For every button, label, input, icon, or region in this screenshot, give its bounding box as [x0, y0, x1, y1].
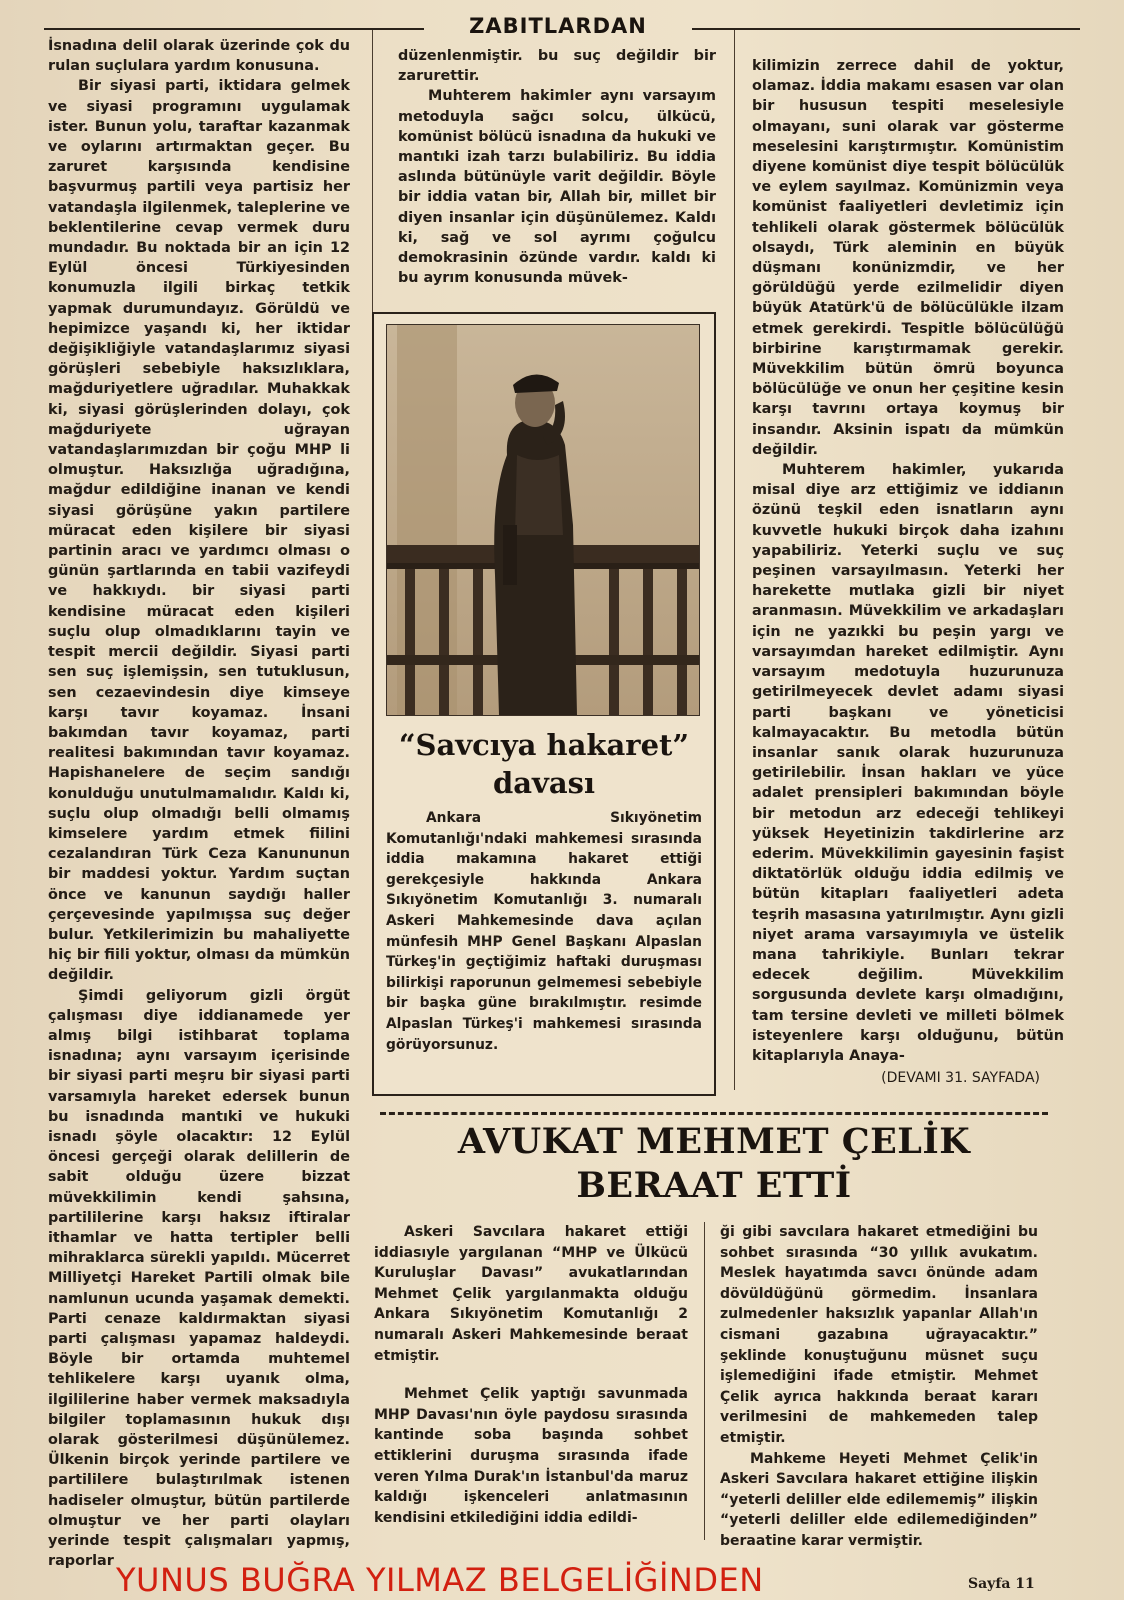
article-paragraph: Bir siyasi parti, iktidara gelmek ve siyasi programını uygulamak ister. Bunun yolu, taraftar kazanmak ve oylarını artırmaktan geçer. Bu zaruret karşısında kendisine başvurmuş partili veya partisiz her vatandaşla ilgilenmek, taleplerine ve beklentilerine cevap vermek duru mundadır. Bu noktada bir an için 12 Eylül öncesi Türkiyesinden konumuzla ilgili birkaç tetkik yapmak durumundayız. Görüldü ve hepimizce yaşandı ki, her iktidar değişikliğiyle vatandaşlarımız siyasi görüşleri sebebiyle haksızlıklara, mağduriyetlere uğradılar. Muhakkak ki, siyasi görüşlerinden dolayı, çok mağduriyete uğrayan vatandaşlarımızdan bir çoğu MHP li olmuştur. Haksızlığa uğradığına, mağdur edildiğine inanan ve kendi siyasi görüşüne yakın partilere müracat eden kişilere bir siyasi partinin aracı ve yardımcı olması o günün şartlarında en tabii vazifeydi ve hakkıydı. bir siyasi parti kendisine müracat eden kişileri suçlu olup olmadıklarını tayin ve tespit mercii değildir. Siyasi parti sen suç işlemişsin, sen tutuklusun, sen cezaevindesin diye kimseye karşı tavır koyamaz. İnsani bakımdan tavır koyamaz, parti realitesi bakımından tavır koyamaz. Hapishanelere de seçim sandığı konulduğu unutulmamalıdır. Kaldı ki, suçlu olup olmadığı belli olmamış kimselere yardım etmek fiilini cezalandıran Türk Ceza Kanununun bir maddesi yoktur. Yardım suçtan önce ve kanunun saydığı haller çerçevesinde yapılmışsa suç değer bulur. Yetkilerimizin bu mahaliyette hiç bir fiili yoktur, olması da mümkün değildir. — [48, 78, 350, 984]
photo-box — [372, 312, 716, 1096]
article-column-3 — [752, 56, 1064, 1066]
headline-line-2: BERAAT ETTİ — [576, 1165, 852, 1206]
article-paragraph: kilimizin zerrece dahil de yoktur, olamaz. İddia makamı esasen var olan bir hususun tespiti meselesiyle olmayanı, suni olarak var gösterme meselesini karıştırmıştır. Komünistim diyene komünist diye tespit bölücülük ve eylem sayılmaz. Komünizmin veya komünist faaliyetleri devletimiz için tehlikeli olarak göstermek bölücülük olsaydı, Türk aleminin en büyük düşmanı konünizmdir, ve her görüldüğü yerde ezilmelidir diyen büyük Atatürk'ü de bölücülükle ilzam etmek gerekirdi. Tespitle bölücülüğü birbirine karıştırmamak gerekir. Müvekkilim bütün ömrü boyunca bölücülüğe ve onun her çeşitine kesin karşı tavrını ortaya koymuş bir insandır. Aksinin ispatı da mümkün değildir. — [752, 58, 1064, 458]
news-paragraph: Mehmet Çelik yaptığı savunmada MHP Davası'nın öyle paydosu sırasında kantinde soba başında sohbet ettiklerini duruşma sırasında ifade veren Yılma Durak'ın İstanbul'da maruz kaldığı işkenceleri anlatmasının kendisini etkilediğini iddia edildi- — [374, 1386, 688, 1526]
article-column-1 — [48, 36, 350, 1571]
header-rule-left — [44, 28, 424, 30]
page-number: Sayfa 11 — [968, 1576, 1035, 1592]
article-paragraph: düzenlenmiştir. bu suç değildir bir zarurettir. — [398, 48, 716, 85]
article-paragraph: Şimdi geliyorum gizli örgüt çalışması diye iddianamede yer almış bilgi istihbarat toplama isnadına; aynı varsayım içerisinde bir siyasi parti meşru bir siyasi parti varsamıyla hareket edersek bunun bu isnadında mantıki ve hukuki isnadı şöyle olacaktır: 12 Eylül öncesi gerçeği olarak delillerin de sabit olduğu üzere bizzat müvekkilimin kendi şahsına, partililerine karşı haksız iftiralar ithamlar ve hatta tertipler belli mihraklarca sürekli yapıldı. Mücerret Milliyetçi Hareket Partili olmak bile namlunun ucunda yaşamak demekti. Parti cenaze kaldırmaktan siyasi parti çalışması yapamaz haldeydi. Böyle bir ortamda muhtemel tehlikelere karşı uyanık olma, ilgililerine haber vermek maksadıyla bilgiler toplamasının hukuk dışı olarak gösterilmesi düşünülemez. Ülkenin birçok yerinde partilere ve partililere bulaştırılmak istenen hadiseler olmuştur, bütün partilerde olmuştur ve her parti olayları yerinde tespit çalışmaları yapmış, raporlar — [48, 987, 350, 1570]
news-column-2 — [720, 1222, 1038, 1552]
news-column-1 — [374, 1222, 688, 1528]
article-column-2 — [398, 46, 716, 288]
headline — [380, 1120, 1048, 1208]
photo-box-title-line-1: “Savcıya hakaret” — [398, 728, 690, 762]
courtroom-photo — [386, 324, 700, 716]
column-divider-right — [734, 30, 735, 1090]
article-paragraph: Muhterem hakimler, yukarıda misal diye arz ettiğimiz ve iddianın özünü teşkil eden isnatların aynı kuvvetle hukuki birçok daha izahını yapabiliriz. Yeterki suçlu ve suç peşinen varsayılmasın. Yeterki her harekette mutlaka gizli bir niyet aranmasın. Müvekkilim ve arkadaşları için ne yazıkki bu peşin yargı ve varsayımdan hareket edilmiştir. Aynı varsayım medotuyla huzurunuza getirilmeyecek devlet adamı siyasi parti başkanı ve yöneticisi kalmayacaktır. Bu metodla bütün insanlar sanık olarak huzurunuza getirilebilir. İnsan hakları ve yüce adalet prensipleri bakımından böyle bir metodun arz edeceği tehlikeyi yüksek Heyetinizin takdirlerine arz ederim. Müvekkilimin gayesinin faşist diktatörlük olduğu iddia edilmiş ve bütün kitapları faaliyetleri adeta teşrih masasına yatırılmıştır. Aynı gizli niyet arama varsayımıyla ve üstelik mana tahrikiyle. Bunları tekrar edecek değilim. Müvekkilim sorgusunda devlete karşı olmadığını, tam tersine devleti ve milleti bölmek isteyenlere karşı olduğunu, bütün kitaplarıyla Anaya- — [752, 462, 1064, 1064]
photo-box-title-line-2: davası — [492, 766, 596, 800]
archive-caption: YUNUS BUĞRA YILMAZ BELGELİĞİNDEN — [116, 1561, 764, 1599]
column-divider-left — [372, 30, 373, 320]
news-paragraph: Mahkeme Heyeti Mehmet Çelik'in Askeri Savcılara hakaret ettiğine ilişkin “yeterli deliller elde edilememiş” ilişkin “yeterli deliller elde edilemediğinden” beraatine karar vermiştir. — [720, 1450, 1038, 1549]
section-header: ZABITLARDAN — [469, 14, 647, 38]
headline-line-1: AVUKAT MEHMET ÇELİK — [457, 1121, 971, 1162]
photo-caption — [386, 808, 702, 1055]
news-paragraph: Askeri Savcılara hakaret ettiği iddiasıyle yargılanan “MHP ve Ülkücü Kuruluşlar Davası” avukatlarından Mehmet Çelik yargılanmakta olduğu Ankara Sıkıyönetim Komutanlığı 2 numaralı Askeri Mahkemesinde beraat etmiştir. — [374, 1224, 688, 1364]
continued-note: (DEVAMI 31. SAYFADA) — [881, 1070, 1040, 1086]
column-divider-bottom — [704, 1222, 705, 1540]
courtroom-photo-image — [387, 325, 699, 715]
header-rule-right — [692, 28, 1080, 30]
dashed-divider — [380, 1112, 1048, 1115]
news-paragraph: ği gibi savcılara hakaret etmediğini bu sohbet sırasında “30 yıllık avukatım. Meslek hayatımda savcı önünde adam dövüldüğünü görmedim. İnsanlara zulmedenler haksızlık yapanlar Allah'ın cismani gazabına uğrayacaktır.” şeklinde konuştuğunu müsnet suçu işlemediğini ifade etmiştir. Mehmet Çelik ayrıca hakkında beraat kararı verilmesini de mahkemeden talep etmiştir. — [720, 1224, 1038, 1446]
article-paragraph: İsnadına delil olarak üzerinde çok du rulan suçlulara yardım konusuna. — [48, 38, 350, 75]
photo-box-title — [374, 726, 714, 802]
article-paragraph: Muhterem hakimler aynı varsayım metoduyla sağcı solcu, ülkücü, komünist bölücü isnadına da hukuki ve mantıki izah tarzı bulabiliriz. Bu iddia aslında bütünüyle varit değildir. Böyle bir iddia vatan bir, Allah bir, millet bir diyen insanlar için düşünülemez. Kaldı ki, sağ ve sol ayrımı çoğulcu demokrasinin özünde vardır. kaldı ki bu ayrım konusunda müvek- — [398, 88, 716, 287]
photo-caption-text: Ankara Sıkıyönetim Komutanlığı'ndaki mahkemesi sırasında iddia makamına hakaret ettiği gerekçesiyle hakkında Ankara Sıkıyönetim Komutanlığı 3. numaralı Askeri Mahkemesinde dava açılan münfesih MHP Genel Başkanı Alpaslan Türkeş'in geçtiğimiz haftaki duruşması bilirkişi raporunun gelmemesi sebebiyle bir başka güne bırakılmıştır. resimde Alpaslan Türkeş'i mahkemesi sırasında görüyorsunuz. — [386, 810, 702, 1053]
